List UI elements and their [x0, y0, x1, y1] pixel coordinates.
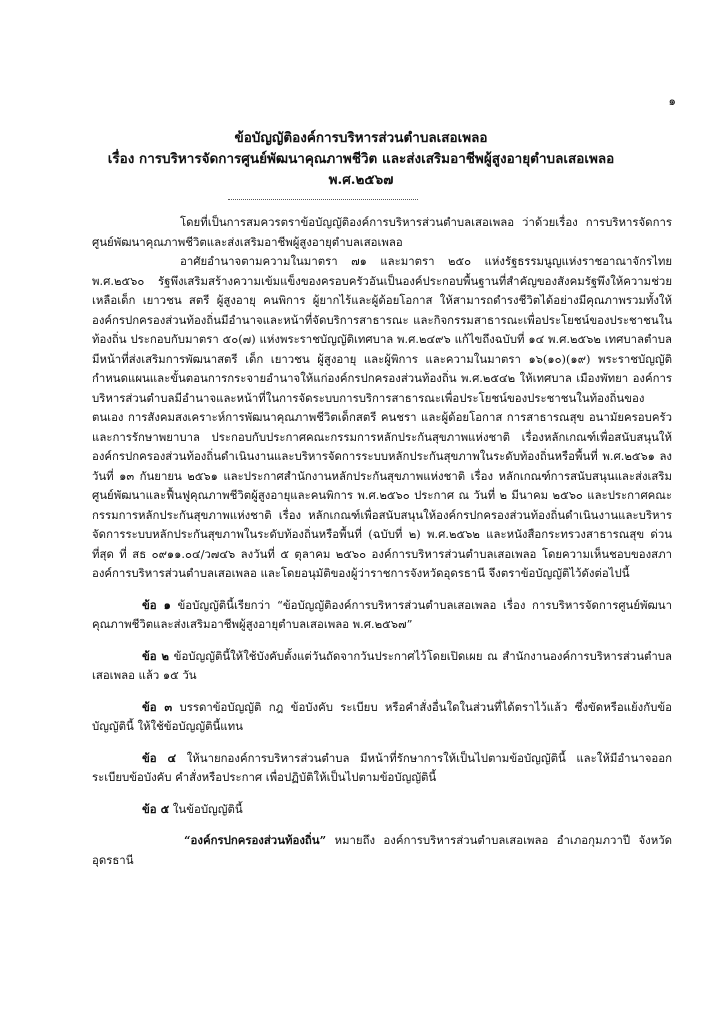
clause-label: ข้อ ๕ [142, 801, 170, 816]
clause-3 [92, 698, 672, 737]
document-title [0, 128, 722, 191]
definition-local-government [92, 831, 672, 870]
clause-1 [92, 596, 672, 635]
definition-text: หมายถึง องค์การบริหารส่วนตำบลเสอเพลอ อำเภอกุมภวาปี จังหวัดอุดรธานี [92, 833, 672, 867]
clause-text: ให้นายกองค์การบริหารส่วนตำบล มีหน้าที่รักษาการให้เป็นไปตามข้อบัญญัตินี้ และให้มีอำนาจออกระเบียบข้อบังคับ คำสั่งหรือประกาศ เพื่อปฏิบัติให้เป็นไปตามข้อบัญญัตินี้ [92, 750, 673, 784]
preamble-paragraph-1: โดยที่เป็นการสมควรตราข้อบัญญัติองค์การบริหารส่วนตำบลเสอเพลอ ว่าด้วยเรื่อง การบริหารจัดการศูนย์พัฒนาคุณภาพชีวิตและส่งเสริมอาชีพผู้สูงอายุตำบลเสอเพลอ [92, 215, 672, 249]
page-number: ๑ [668, 94, 676, 108]
clause-label: ข้อ ๔ [142, 750, 177, 765]
clause-2 [92, 647, 672, 686]
title-separator [228, 199, 418, 200]
clause-text: ข้อบัญญัตินี้ให้ใช้บังคับตั้งแต่วันถัดจากวันประกาศไว้โดยเปิดเผย ณ สำนักงานองค์การบริหารส่วนตำบลเสอเพลอ แล้ว ๑๕ วัน [92, 648, 672, 682]
clause-label: ข้อ ๒ [142, 648, 170, 663]
document-body [92, 213, 672, 870]
clause-text: ข้อบัญญัตินี้เรียกว่า “ข้อบัญญัติองค์การบริหารส่วนตำบลเสอเพลอ เรื่อง การบริหารจัดการศูนย์พัฒนาคุณภาพชีวิตและส่งเสริมอาชีพผู้สูงอายุตำบลเสอเพลอ พ.ศ.๒๕๖๗” [92, 597, 672, 631]
clause-text: บรรดาข้อบัญญัติ กฎ ข้อบังคับ ระเบียบ หรือคำสั่งอื่นใดในส่วนที่ได้ตราไว้แล้ว ซึ่งขัดหรือแย้งกับข้อบัญญัตินี้ ให้ใช้ข้อบัญญัตินี้แทน [92, 699, 672, 733]
clause-4 [92, 749, 672, 788]
title-line-1: ข้อบัญญัติองค์การบริหารส่วนตำบลเสอเพลอ [234, 130, 488, 146]
title-line-2: เรื่อง การบริหารจัดการศูนย์พัฒนาคุณภาพชีวิต และส่งเสริมอาชีพผู้สูงอายุตำบลเสอเพลอ [107, 151, 615, 167]
clause-5 [92, 800, 672, 820]
clause-text: ในข้อบัญญัตินี้ [172, 801, 243, 816]
definition-term: “องค์กรปกครองส่วนท้องถิ่น” [184, 833, 327, 847]
preamble-paragraph-2: อาศัยอำนาจตามความในมาตรา ๗๑ และมาตรา ๒๕๐ แห่งรัฐธรรมนูญแห่งราชอาณาจักรไทย พ.ศ.๒๕๖๐ รัฐพึงเสริมสร้างความเข้มแข็งของครอบครัวอันเป็นองค์ประกอบพื้นฐานที่สำคัญของสังคมรัฐพึงให้ความช่วยเหลือเด็ก เยาวชน สตรี ผู้สูงอายุ คนพิการ ผู้ยากไร้และผู้ด้อยโอกาส ให้สามารถดำรงชีวิตได้อย่างมีคุณภาพรวมทั้งให้องค์กรปกครองส่วนท้องถิ่นมีอำนาจและหน้าที่จัดบริการสาธารณะ และกิจกรรมสาธารณะเพื่อประโยชน์ของประชาชนในท้องถิ่น ประกอบกับมาตรา ๕๐(๗) แห่งพระราชบัญญัติเทศบาล พ.ศ.๒๔๙๖ แก้ไขถึงฉบับที่ ๑๔ พ.ศ.๒๕๖๒ เทศบาลตำบลมีหน้าที่ส่งเสริมการพัฒนาสตรี เด็ก เยาวชน ผู้สูงอายุ และผู้พิการ และความในมาตรา ๑๖(๑๐)(๑๙) พระราชบัญญัติกำหนดแผนและขั้นตอนการกระจายอำนาจให้แก่องค์กรปกครองส่วนท้องถิ่น พ.ศ.๒๕๔๒ ให้เทศบาล เมืองพัทยา องค์การบริหารส่วนตำบลมีอำนาจและหน้าที่ในการจัดระบบการบริการสาธารณะเพื่อประโยชน์ของประชาชนในท้องถิ่นของตนเอง การสังคมสงเคราะห์การพัฒนาคุณภาพชีวิตเด็กสตรี คนชรา และผู้ด้อยโอกาส การสาธารณสุข อนามัยครอบครัวและการรักษาพยาบาล ประกอบกับประกาศคณะกรรมการหลักประกันสุขภาพแห่งชาติ เรื่องหลักเกณฑ์เพื่อสนับสนุนให้องค์กรปกครองส่วนท้องถิ่นดำเนินงานและบริหารจัดการระบบหลักประกันสุขภาพในระดับท้องถิ่นหรือพื้นที่ พ.ศ.๒๕๖๑ ลงวันที่ ๑๓ กันยายน ๒๕๖๑ และประกาศสำนักงานหลักประกันสุขภาพแห่งชาติ เรื่อง หลักเกณฑ์การสนับสนุนและส่งเสริมศูนย์พัฒนาและฟื้นฟูคุณภาพชีวิตผู้สูงอายุและคนพิการ พ.ศ.๒๕๖๐ ประกาศ ณ วันที่ ๒ มีนาคม ๒๕๖๐ และประกาศคณะกรรมการหลักประกันสุขภาพแห่งชาติ เรื่อง หลักเกณฑ์เพื่อสนับสนุนให้องค์กรปกครองส่วนท้องถิ่นดำเนินงานและบริหารจัดการระบบหลักประกันสุขภาพในระดับท้องถิ่นหรือพื้นที่ (ฉบับที่ ๒) พ.ศ.๒๕๖๒ และหนังสือกระทรวงสาธารณสุข ด่วนที่สุด ที่ สธ ๐๙๑๑.๐๔/ว๗๔๖ ลงวันที่ ๕ ตุลาคม ๒๕๖๐ องค์การบริหารส่วนตำบลเสอเพลอ โดยความเห็นชอบของสภาองค์การบริหารส่วนตำบลเสอเพลอ และโดยอนุมัติของผู้ว่าราชการจังหวัดอุดรธานี จึงตราข้อบัญญัติไว้ดังต่อไปนี้ [92, 254, 672, 580]
clause-label: ข้อ ๓ [142, 699, 173, 714]
clause-label: ข้อ ๑ [142, 597, 171, 612]
title-line-3: พ.ศ.๒๕๖๗ [328, 172, 394, 188]
